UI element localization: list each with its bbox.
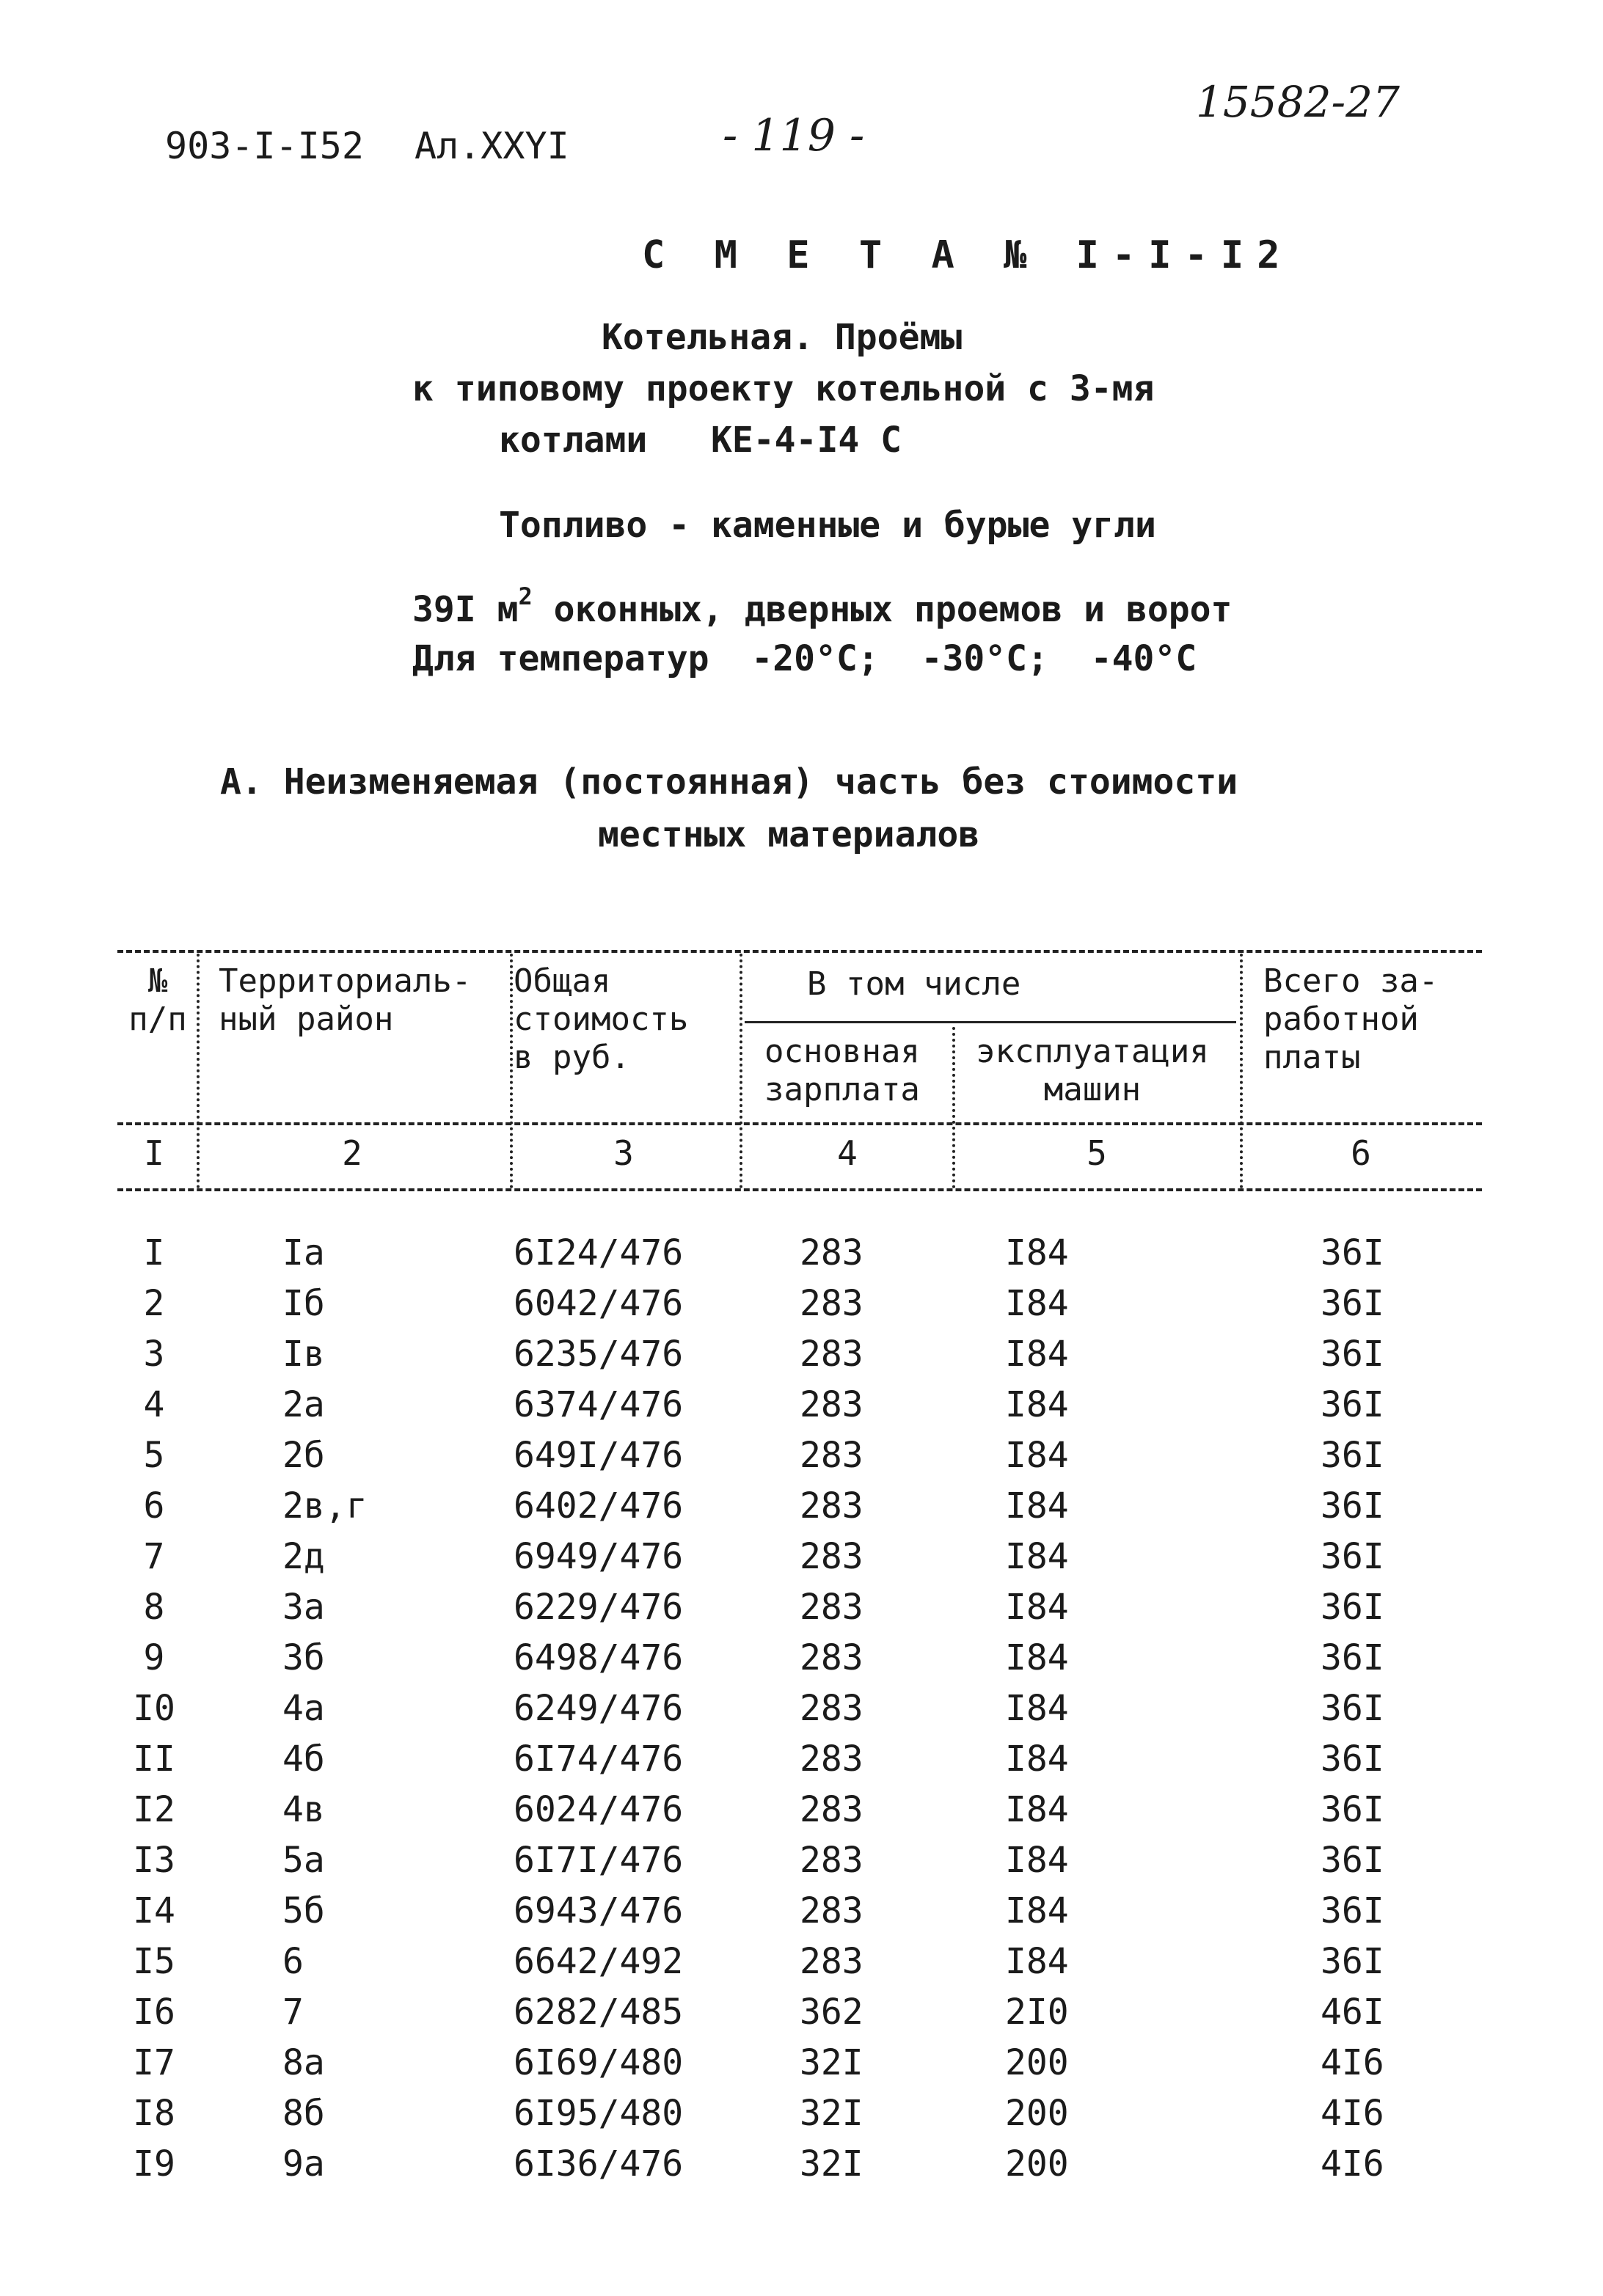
table-cell: 6 [282,1941,304,1982]
table-cell: I0 [133,1688,175,1729]
table-cell: 4а [282,1688,325,1729]
table-cell: 362 [800,1992,863,2033]
album-number: Ал.XXYI [415,125,569,167]
table-cell: 6249/476 [514,1688,684,1729]
document-title: С М Е Т А № I-I-I2 [642,233,1293,277]
table-cell: 36I [1321,1688,1384,1729]
column-number-1: I [144,1133,164,1173]
table-cell: 283 [800,1435,863,1476]
area-superscript: 2 [518,582,533,610]
table-cell: I9 [133,2143,175,2185]
subtitle-line-3: котлами КЕ-4-I4 С [499,420,902,461]
table-cell: 6949/476 [514,1536,684,1577]
column-number-4: 4 [837,1133,858,1173]
column-number-3: 3 [613,1133,634,1173]
table-cell: 2а [282,1384,325,1425]
fuel-line: Топливо - каменные и бурые угли [499,505,1156,546]
table-cell: I84 [1005,1789,1069,1830]
table-cell: 32I [800,2042,863,2083]
table-cell: I84 [1005,1739,1069,1780]
table-cell: 36I [1321,1384,1384,1425]
table-cell: I84 [1005,1941,1069,1982]
table-cell: 6024/476 [514,1789,684,1830]
table-cell: 6I74/476 [514,1739,684,1780]
table-cell: 8 [143,1587,165,1628]
table-cell: 2д [282,1536,325,1577]
table-cell: 6I69/480 [514,2042,684,2083]
header-total-cost: Общая стоимость в руб. [514,962,689,1076]
table-cell: 5б [282,1890,325,1931]
table-cell: 36I [1321,1485,1384,1527]
table-cell: 4 [143,1384,165,1425]
table-cell: 7 [143,1536,165,1577]
table-cell: 6374/476 [514,1384,684,1425]
table-cell: I84 [1005,1384,1069,1425]
column-number-6: 6 [1351,1133,1371,1173]
table-cell: 283 [800,1739,863,1780]
table-cell: 3 [143,1334,165,1375]
subtitle-line-2: к типовому проекту котельной с 3-мя [412,368,1155,409]
table-cell: I [143,1232,165,1273]
table-cell: 6 [143,1485,165,1527]
table-cell: I3 [133,1840,175,1881]
table-cell: I84 [1005,1840,1069,1881]
table-cell: I84 [1005,1688,1069,1729]
header-total-pay: Всего за- работной платы [1263,962,1439,1076]
table-cell: I4 [133,1890,175,1931]
temperature-label: Для температур [412,638,709,679]
table-cell: 8б [282,2093,325,2134]
table-cell: 6402/476 [514,1485,684,1527]
table-cell: 36I [1321,1283,1384,1324]
table-cell: 283 [800,1283,863,1324]
table-cell: 283 [800,1941,863,1982]
header-including: В том числе [807,965,1021,1003]
table-cell: 6229/476 [514,1587,684,1628]
table-cell: 283 [800,1485,863,1527]
table-cell: 2I0 [1005,1992,1069,2033]
header-region: Территориаль- ный район [219,962,472,1038]
table-cell: 7 [282,1992,304,2033]
temperature-line [412,638,1197,679]
area-description: оконных, дверных проемов и ворот [553,589,1233,630]
table-cell: 283 [800,1637,863,1678]
table-cell: 4б [282,1739,325,1780]
table-cell: 6498/476 [514,1637,684,1678]
table-cell: I5 [133,1941,175,1982]
table-cell: Iа [282,1232,325,1273]
table-cell: 36I [1321,1840,1384,1881]
subtitle-line-1: Котельная. Проёмы [602,317,963,358]
table-cell: 283 [800,1890,863,1931]
table-cell: 6235/476 [514,1334,684,1375]
table-cell: 283 [800,1587,863,1628]
section-heading-line-2: местных материалов [598,814,980,855]
table-cell: 6I95/480 [514,2093,684,2134]
table-cell: 3а [282,1587,325,1628]
table-cell: I8 [133,2093,175,2134]
table-cell: 283 [800,1384,863,1425]
table-cell: 36I [1321,1536,1384,1577]
table-cell: 3б [282,1637,325,1678]
table-cell: 283 [800,1688,863,1729]
table-cell: 2 [143,1283,165,1324]
table-cell: I6 [133,1992,175,2033]
table-cell: 36I [1321,1789,1384,1830]
table-cell: 6642/492 [514,1941,684,1982]
table-cell: 36I [1321,1890,1384,1931]
table-cell: 46I [1321,1992,1384,2033]
table-cell: 36I [1321,1435,1384,1476]
table-cell: I7 [133,2042,175,2083]
table-cell: 2в,г [282,1485,368,1527]
table-cell: I84 [1005,1435,1069,1476]
table-cell: 5 [143,1435,165,1476]
table-cell: 4I6 [1321,2143,1384,2185]
table-cell: 200 [1005,2042,1069,2083]
table-cell: 200 [1005,2093,1069,2134]
table-cell: 4I6 [1321,2042,1384,2083]
table-cell: 36I [1321,1637,1384,1678]
table-cell: Iб [282,1283,325,1324]
table-cell: I84 [1005,1587,1069,1628]
table-cell: 649I/476 [514,1435,684,1476]
table-cell: 6042/476 [514,1283,684,1324]
table-cell: 36I [1321,1232,1384,1273]
page-number: - 119 - [723,110,865,161]
section-heading-line-1: А. Неизменяемая (постоянная) часть без стоимости [220,761,1238,802]
area-value: 39I м [412,589,519,630]
table-cell: 32I [800,2093,863,2134]
area-line [412,582,1233,630]
table-cell: 283 [800,1840,863,1881]
table-cell: 6I36/476 [514,2143,684,2185]
table-cell: 6I24/476 [514,1232,684,1273]
table-cell: I84 [1005,1334,1069,1375]
column-number-5: 5 [1087,1133,1107,1173]
table-cell: 36I [1321,1739,1384,1780]
table-cell: I84 [1005,1283,1069,1324]
table-cell: I84 [1005,1890,1069,1931]
table-cell: 32I [800,2143,863,2185]
table-cell: I84 [1005,1232,1069,1273]
header-num: № п/п [128,962,187,1038]
handwritten-stamp-number: 15582-27 [1196,77,1400,127]
document-code: 903-I-I52 [165,125,364,167]
table-cell: 283 [800,1536,863,1577]
column-number-2: 2 [342,1133,362,1173]
table-cell: I84 [1005,1536,1069,1577]
table-cell: I84 [1005,1485,1069,1527]
table-cell: 6282/485 [514,1992,684,2033]
table-cell: 2б [282,1435,325,1476]
table-cell: Iв [282,1334,325,1375]
header-base-pay: основная зарплата [764,1033,920,1108]
temperature-values: -20°С; -30°С; -40°С [751,638,1197,679]
table-cell: 36I [1321,1587,1384,1628]
table-cell: 6I7I/476 [514,1840,684,1881]
table-cell: 283 [800,1334,863,1375]
table-cell: 8а [282,2042,325,2083]
table-cell: 5а [282,1840,325,1881]
table-cell: I2 [133,1789,175,1830]
table-cell: 200 [1005,2143,1069,2185]
table-cell: 283 [800,1232,863,1273]
table-cell: I84 [1005,1637,1069,1678]
table-cell: 4в [282,1789,325,1830]
table-cell: 283 [800,1789,863,1830]
table-cell: 36I [1321,1334,1384,1375]
table-cell: 4I6 [1321,2093,1384,2134]
header-machines: эксплуатация машин [976,1033,1209,1108]
table-cell: 9 [143,1637,165,1678]
table-cell: 36I [1321,1941,1384,1982]
table-cell: 9а [282,2143,325,2185]
table-cell: II [133,1739,175,1780]
table-cell: 6943/476 [514,1890,684,1931]
